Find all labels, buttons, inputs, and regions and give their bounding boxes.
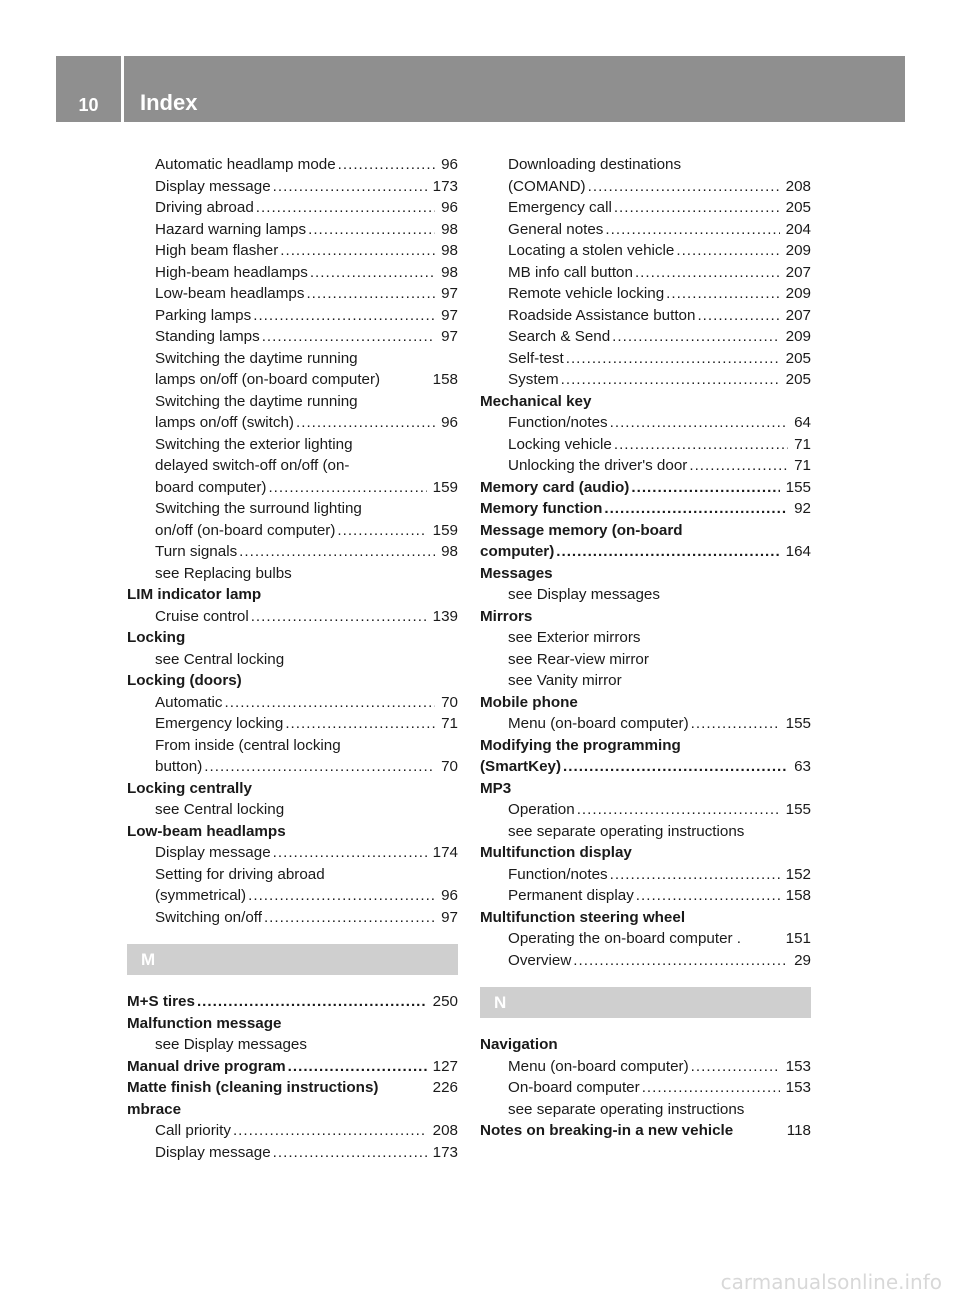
page-ref[interactable]: 158 (785, 887, 811, 904)
dot-leader (195, 991, 427, 1013)
letter-section-header: M (127, 944, 458, 975)
entry-label: Unlocking the driver's door (508, 457, 688, 474)
index-subentry (480, 434, 811, 456)
page-ref[interactable]: 71 (441, 715, 458, 732)
page-ref[interactable]: 204 (785, 220, 811, 238)
page-ref[interactable]: 209 (785, 285, 811, 302)
index-subentry (480, 197, 811, 219)
index-subentry (127, 305, 458, 327)
index-entry (127, 991, 458, 1013)
page-ref[interactable]: 98 (441, 543, 458, 560)
dot-leader (223, 692, 436, 714)
page-ref[interactable]: 205 (785, 371, 811, 388)
dot-leader (608, 412, 788, 434)
index-subentry (127, 541, 458, 563)
index-column-left (127, 154, 458, 1163)
page-header (56, 56, 905, 122)
index-entry (480, 1120, 811, 1142)
index-subentry (480, 219, 811, 241)
dot-leader (575, 799, 780, 821)
entry-label: Locking vehicle (508, 435, 612, 453)
index-subentry: Switching the daytime running (155, 392, 358, 410)
page-ref[interactable]: 97 (441, 908, 458, 926)
dot-leader (586, 176, 780, 198)
index-subentry (480, 928, 811, 950)
dot-leader (602, 498, 788, 520)
dot-leader (608, 864, 780, 886)
entry-label: Memory card (audio) (480, 478, 630, 496)
dot-leader (283, 713, 435, 735)
index-subentry: see Display messages (155, 1036, 307, 1053)
entry-label: Automatic headlamp mode (155, 156, 336, 173)
page-ref[interactable]: 70 (441, 693, 458, 711)
entry-label: Menu (on-board computer) (508, 715, 689, 732)
entry-label: Permanent display (508, 887, 634, 904)
index-subentry: From inside (central locking (155, 736, 341, 754)
index-entry: Message memory (on-board (480, 521, 683, 539)
entry-label: MB info call button (508, 263, 633, 281)
entry-label: Matte finish (cleaning instructions) (127, 1079, 379, 1096)
page-ref[interactable]: 97 (441, 285, 458, 302)
index-subentry (480, 283, 811, 305)
dot-leader (664, 283, 779, 305)
dot-leader (246, 885, 435, 907)
dot-leader (294, 412, 435, 434)
index-subentry (127, 326, 458, 348)
dot-leader (249, 606, 427, 628)
entry-label: on/off (on-board computer) (155, 521, 336, 539)
page-ref[interactable]: 153 (785, 1079, 811, 1096)
entry-label: Search & Send (508, 328, 611, 345)
entry-label: (SmartKey) (480, 758, 562, 775)
page-ref[interactable]: 97 (441, 306, 458, 324)
index-subentry (127, 477, 458, 499)
entry-label: Notes on breaking-in a new vehicle (480, 1122, 734, 1139)
page-ref[interactable]: 98 (441, 242, 458, 259)
dot-leader (687, 455, 788, 477)
dot-leader (286, 1056, 427, 1078)
entry-label: lamps on/off (on-board computer) (155, 371, 381, 388)
dot-leader (695, 305, 779, 327)
index-subentry (480, 305, 811, 327)
index-subentry (127, 756, 458, 778)
page-ref[interactable]: 164 (785, 543, 811, 560)
dot-leader (278, 240, 435, 262)
page-ref[interactable]: 159 (432, 478, 458, 496)
index-entry: Low-beam headlamps (127, 822, 286, 840)
index-subentry (480, 1077, 811, 1099)
entry-label: Switching on/off (155, 908, 262, 926)
index-subentry: Switching the daytime running (155, 349, 358, 367)
entry-label: Overview (508, 951, 572, 969)
index-subentry: see Replacing bulbs (155, 564, 292, 582)
entry-label: Cruise control (155, 607, 249, 625)
page-ref[interactable]: 226 (432, 1079, 458, 1096)
entry-label: Standing lamps (155, 328, 260, 345)
page-ref[interactable]: 250 (432, 993, 458, 1010)
entry-label: Menu (on-board computer) (508, 1057, 689, 1075)
page-ref[interactable]: 98 (441, 263, 458, 281)
page-ref[interactable]: 97 (441, 328, 458, 345)
entry-label: Roadside Assistance button (508, 306, 696, 324)
entry-label: Memory function (480, 500, 603, 517)
entry-label: General notes (508, 220, 604, 238)
entry-label: computer) (480, 543, 555, 560)
dot-leader (266, 477, 426, 499)
page-number: 10 (56, 56, 124, 122)
dot-leader (260, 326, 435, 348)
index-subentry (480, 326, 811, 348)
page-ref[interactable]: 155 (785, 478, 811, 496)
index-subentry: Setting for driving abroad (155, 865, 325, 883)
entry-label: Self-test (508, 349, 564, 367)
dot-leader (306, 219, 435, 241)
page-ref[interactable]: 207 (785, 306, 811, 324)
page-ref[interactable]: 151 (785, 930, 811, 947)
dot-leader (564, 348, 780, 370)
dot-leader (612, 197, 780, 219)
page-ref[interactable]: 63 (794, 758, 811, 775)
index-subentry: see separate operating instructions (508, 1100, 745, 1118)
index-subentry (127, 369, 458, 391)
dot-leader (336, 154, 435, 176)
page-ref[interactable]: 208 (785, 177, 811, 195)
index-entry: Locking (doors) (127, 672, 242, 689)
entry-label: board computer) (155, 478, 267, 496)
index-subentry (127, 885, 458, 907)
dot-leader (237, 541, 435, 563)
entry-label: Parking lamps (155, 306, 252, 324)
page-ref[interactable]: 155 (785, 801, 811, 818)
dot-leader (674, 240, 779, 262)
index-entry (480, 498, 811, 520)
page-ref[interactable]: 92 (794, 500, 811, 517)
index-entry: Mirrors (480, 607, 533, 625)
dot-leader (634, 885, 780, 907)
index-subentry (127, 842, 458, 864)
index-subentry (127, 1120, 458, 1142)
index-subentry: see Display messages (508, 586, 660, 603)
section-title: Index (140, 90, 198, 115)
index-subentry: Downloading destinations (508, 156, 682, 173)
entry-label: Display message (155, 1143, 271, 1161)
index-subentry (127, 606, 458, 628)
entry-label: On-board computer (508, 1079, 640, 1096)
entry-label: Emergency locking (155, 715, 284, 732)
index-entry (480, 541, 811, 563)
entry-label: Remote vehicle locking (508, 285, 665, 302)
page-ref[interactable]: 127 (432, 1057, 458, 1075)
dot-leader (271, 1142, 427, 1164)
dot-leader (689, 1056, 780, 1078)
index-subentry (480, 885, 811, 907)
entry-label: Turn signals (155, 543, 238, 560)
dot-leader (603, 219, 779, 241)
watermark: carmanualsonline.info (720, 1270, 942, 1294)
index-subentry (127, 692, 458, 714)
index-subentry: see Exterior mirrors (508, 629, 641, 646)
entry-label: Operation (508, 801, 575, 818)
index-entry: Messages (480, 564, 553, 582)
index-subentry: see separate operating instructions (508, 822, 745, 840)
page-ref[interactable]: 29 (794, 951, 811, 969)
index-subentry (127, 240, 458, 262)
dot-leader (271, 842, 427, 864)
index-subentry (127, 907, 458, 929)
index-entry: Navigation (480, 1036, 558, 1053)
dot-leader (254, 197, 435, 219)
entry-label: Automatic (155, 693, 223, 711)
page-ref[interactable]: 139 (432, 607, 458, 625)
dot-leader (231, 1120, 427, 1142)
index-entry (127, 1077, 458, 1099)
index-subentry (127, 520, 458, 542)
index-subentry (127, 219, 458, 241)
index-subentry (480, 864, 811, 886)
index-subentry (127, 713, 458, 735)
index-entry (480, 477, 811, 499)
page-ref[interactable]: 159 (432, 521, 458, 539)
entry-label: Hazard warning lamps (155, 220, 307, 238)
page-ref[interactable]: 96 (441, 414, 458, 431)
page-ref[interactable]: 64 (794, 414, 811, 431)
dot-leader (262, 907, 435, 929)
entry-label: Locating a stolen vehicle (508, 242, 675, 259)
index-subentry: see Central locking (155, 801, 285, 818)
index-subentry (127, 412, 458, 434)
index-subentry: Switching the exterior lighting (155, 435, 353, 453)
index-entry: MP3 (480, 779, 512, 797)
page-ref[interactable]: 174 (432, 844, 458, 861)
entry-label: button) (155, 758, 203, 775)
index-subentry (480, 240, 811, 262)
dot-leader (554, 541, 779, 563)
entry-label: lamps on/off (switch) (155, 414, 294, 431)
index-subentry (127, 176, 458, 198)
entry-label: Call priority (155, 1122, 231, 1139)
index-entry: Multifunction steering wheel (480, 908, 686, 926)
index-entry: mbrace (127, 1100, 182, 1118)
index-subentry (480, 262, 811, 284)
page-ref[interactable]: 70 (441, 758, 458, 775)
dot-leader (633, 262, 780, 284)
dot-leader (335, 520, 426, 542)
page-ref[interactable]: 207 (785, 263, 811, 281)
page-ref[interactable]: 209 (785, 242, 811, 259)
index-subentry (127, 262, 458, 284)
index-subentry (480, 1056, 811, 1078)
index-subentry (127, 197, 458, 219)
index-subentry (480, 176, 811, 198)
dot-leader (251, 305, 435, 327)
index-entry: Locking centrally (127, 779, 252, 797)
entry-label: Function/notes (508, 865, 608, 883)
index-subentry: see Vanity mirror (508, 672, 622, 689)
dot-leader (304, 283, 435, 305)
entry-label: Emergency call (508, 199, 612, 216)
index-subentry (127, 1142, 458, 1164)
entry-label: (symmetrical) (155, 887, 247, 904)
index-subentry: see Central locking (155, 650, 285, 668)
page-ref[interactable]: 98 (441, 220, 458, 238)
dot-leader (612, 434, 788, 456)
page-ref[interactable]: 71 (794, 435, 811, 453)
dot-leader (308, 262, 435, 284)
dot-leader (202, 756, 435, 778)
dot-leader (559, 369, 780, 391)
dot-leader (640, 1077, 780, 1099)
page-ref[interactable]: 208 (432, 1122, 458, 1139)
index-entry: Mobile phone (480, 693, 578, 711)
index-subentry (480, 799, 811, 821)
entry-label: Manual drive program (127, 1057, 286, 1075)
entry-label: Display message (155, 177, 271, 195)
index-subentry (480, 455, 811, 477)
index-entry: Multifunction display (480, 844, 632, 861)
dot-leader (689, 713, 780, 735)
index-entry: Mechanical key (480, 392, 592, 410)
entry-label: Function/notes (508, 414, 608, 431)
letter-section-header: N (480, 987, 811, 1018)
page-ref[interactable]: 96 (441, 156, 458, 173)
index-subentry: see Rear-view mirror (508, 650, 649, 668)
dot-leader (610, 326, 779, 348)
entry-label: M+S tires (127, 993, 195, 1010)
page-ref[interactable]: 173 (432, 1143, 458, 1161)
dot-leader (629, 477, 779, 499)
entry-label: (COMAND) (508, 177, 586, 195)
index-entry: Malfunction message (127, 1014, 282, 1032)
index-subentry (127, 283, 458, 305)
index-subentry (480, 348, 811, 370)
entry-label: Display message (155, 844, 271, 861)
page-ref[interactable]: 205 (785, 199, 811, 216)
page-ref[interactable]: 158 (432, 371, 458, 388)
entry-label: Operating the on-board computer . (508, 930, 742, 947)
dot-leader (561, 756, 788, 778)
index-entry: Modifying the programming (480, 736, 681, 754)
index-entry: Locking (127, 629, 186, 646)
index-subentry: Switching the surround lighting (155, 500, 362, 517)
index-subentry (480, 713, 811, 735)
page-ref[interactable]: 155 (785, 715, 811, 732)
page-ref[interactable]: 152 (785, 865, 811, 883)
page-ref[interactable]: 173 (432, 177, 458, 195)
page-ref[interactable]: 205 (785, 349, 811, 367)
page-ref[interactable]: 118 (786, 1122, 811, 1139)
index-subentry (480, 412, 811, 434)
index-subentry (480, 950, 811, 972)
index-entry: LIM indicator lamp (127, 586, 262, 603)
entry-label: System (508, 371, 559, 388)
entry-label: High-beam headlamps (155, 263, 308, 281)
index-column-right (480, 154, 811, 1142)
page-ref[interactable]: 209 (785, 328, 811, 345)
dot-leader (271, 176, 427, 198)
index-entry (127, 1056, 458, 1078)
dot-leader (571, 950, 788, 972)
index-subentry: delayed switch-off on/off (on- (155, 457, 350, 474)
page-ref[interactable]: 71 (794, 457, 811, 474)
entry-label: Driving abroad (155, 199, 254, 216)
page-ref[interactable]: 96 (441, 199, 458, 216)
page-ref[interactable]: 96 (441, 887, 458, 904)
index-entry (480, 756, 811, 778)
index-subentry (127, 154, 458, 176)
index-subentry (480, 369, 811, 391)
entry-label: Low-beam headlamps (155, 285, 305, 302)
entry-label: High beam flasher (155, 242, 279, 259)
page-ref[interactable]: 153 (785, 1057, 811, 1075)
